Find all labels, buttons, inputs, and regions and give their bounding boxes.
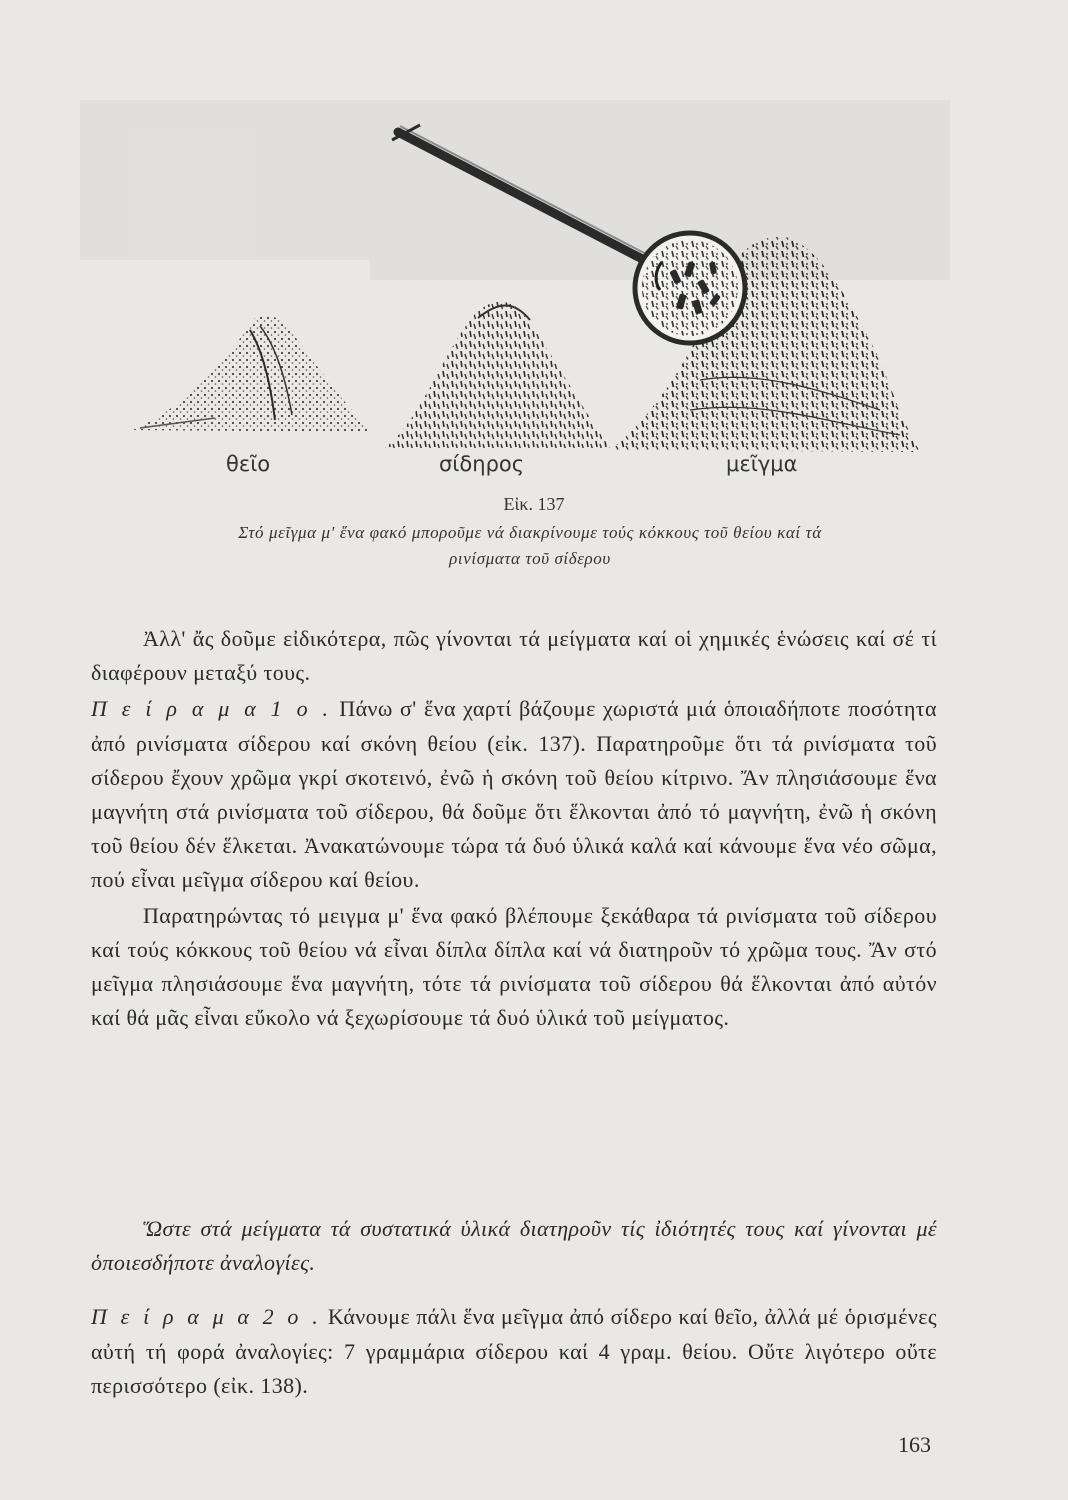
page-number: 163 xyxy=(898,1432,931,1457)
label-iron: σίδηρος xyxy=(439,452,525,476)
label-mixture: μεῖγμα xyxy=(726,452,798,476)
iron-pile xyxy=(385,302,610,448)
paragraph-intro: Ἀλλ' ἄς δοῦμε εἰδικότερα, πῶς γίνονται τά μείγματα καί οἱ χημικές ἑνώσεις καί σέ τί διαφέρουν μεταξύ τους. xyxy=(91,626,937,686)
paragraph-experiment-2 xyxy=(91,1300,937,1403)
figure-caption xyxy=(100,520,960,572)
experiment-1-title: Π ε ί ρ α μ α 1 ο . xyxy=(91,696,332,722)
experiment-1-body: Πάνω σ' ἕνα χαρτί βάζουμε χωριστά μιά ὁποιαδήποτε ποσότητα ἀπό ρινίσματα σίδερου καί σκόνη θείου (εἰκ. 137). Παρατηροῦμε ὅτι τά ρινίσματα τοῦ σίδερου ἔχουν χρῶμα γκρί σκοτεινό, ἐνῶ ἡ σκόνη τοῦ θείου κίτρινο. Ἄν πλησιάσουμε ἕνα μαγνήτη στά ρινίσματα τοῦ σίδερου, θά δοῦμε ὅτι ἕλκονται ἀπό τό μαγνήτη, ἐνῶ ἡ σκόνη τοῦ θείου δέν ἕλκεται. Ἀνακατώνουμε τώρα τά δυό ὑλικά καλά καί κάνουμε ἕνα νέο σῶμα, πού εἶναι μεῖγμα σίδερου καί θείου. xyxy=(91,696,937,893)
figure-number: Εἰκ. 137 xyxy=(503,494,565,514)
body-text-lower xyxy=(91,1212,937,1403)
magnifying-glass-icon xyxy=(392,125,745,343)
caption-line-1: Στό μεῖγμα μ' ἕνα φακό μποροῦμε νά διακρίνουμε τούς κόκκους τοῦ θείου καί τά xyxy=(238,523,822,542)
piles-illustration xyxy=(0,0,1068,480)
sulfur-pile xyxy=(132,315,372,432)
figure-137 xyxy=(0,0,1068,480)
experiment-2-title: Π ε ί ρ α μ α 2 ο . xyxy=(91,1304,322,1330)
paragraph-observation: Παρατηρώντας τό μειγμα μ' ἕνα φακό βλέπουμε ξεκάθαρα τά ρινίσματα τοῦ σίδερου καί τούς κόκκους τοῦ θείου νά εἶναι δίπλα δίπλα καί νά διατηροῦν τό χρῶμα τους. Ἄν στό μεῖγμα πλησιάσουμε ἕνα μαγνήτη, τότε τά ρινίσματα τοῦ σίδερου θά ἕλκονται ἀπό αὐτόν καί θά μᾶς εἶναι εὔκολο νά ξεχωρίσουμε τά δυό ὑλικά τοῦ μείγματος. xyxy=(91,902,937,1031)
paragraph-conclusion: Ὥστε στά μείγματα τά συστατικά ὑλικά διατηροῦν τίς ἰδιότητές τους καί γίνονται μέ ὁποιεσδήποτε ἀναλογίες. xyxy=(91,1216,937,1276)
experiment-2-body: Κάνουμε πάλι ἕνα μεῖγμα ἀπό σίδερο καί θεῖο, ἀλλά μέ ὁρισμένες αὐτή τή φορά ἀναλογίες: 7 γραμμάρια σίδερου καί 4 γραμ. θείου. Οὔτε λιγότερο οὔτε περισσότερο (εἰκ. 138). xyxy=(91,1304,937,1398)
body-text-main xyxy=(91,622,937,1035)
label-sulfur: θεῖο xyxy=(226,452,271,476)
paragraph-experiment-1 xyxy=(91,692,937,897)
caption-line-2: ρινίσματα τοῦ σίδερου xyxy=(449,549,611,568)
